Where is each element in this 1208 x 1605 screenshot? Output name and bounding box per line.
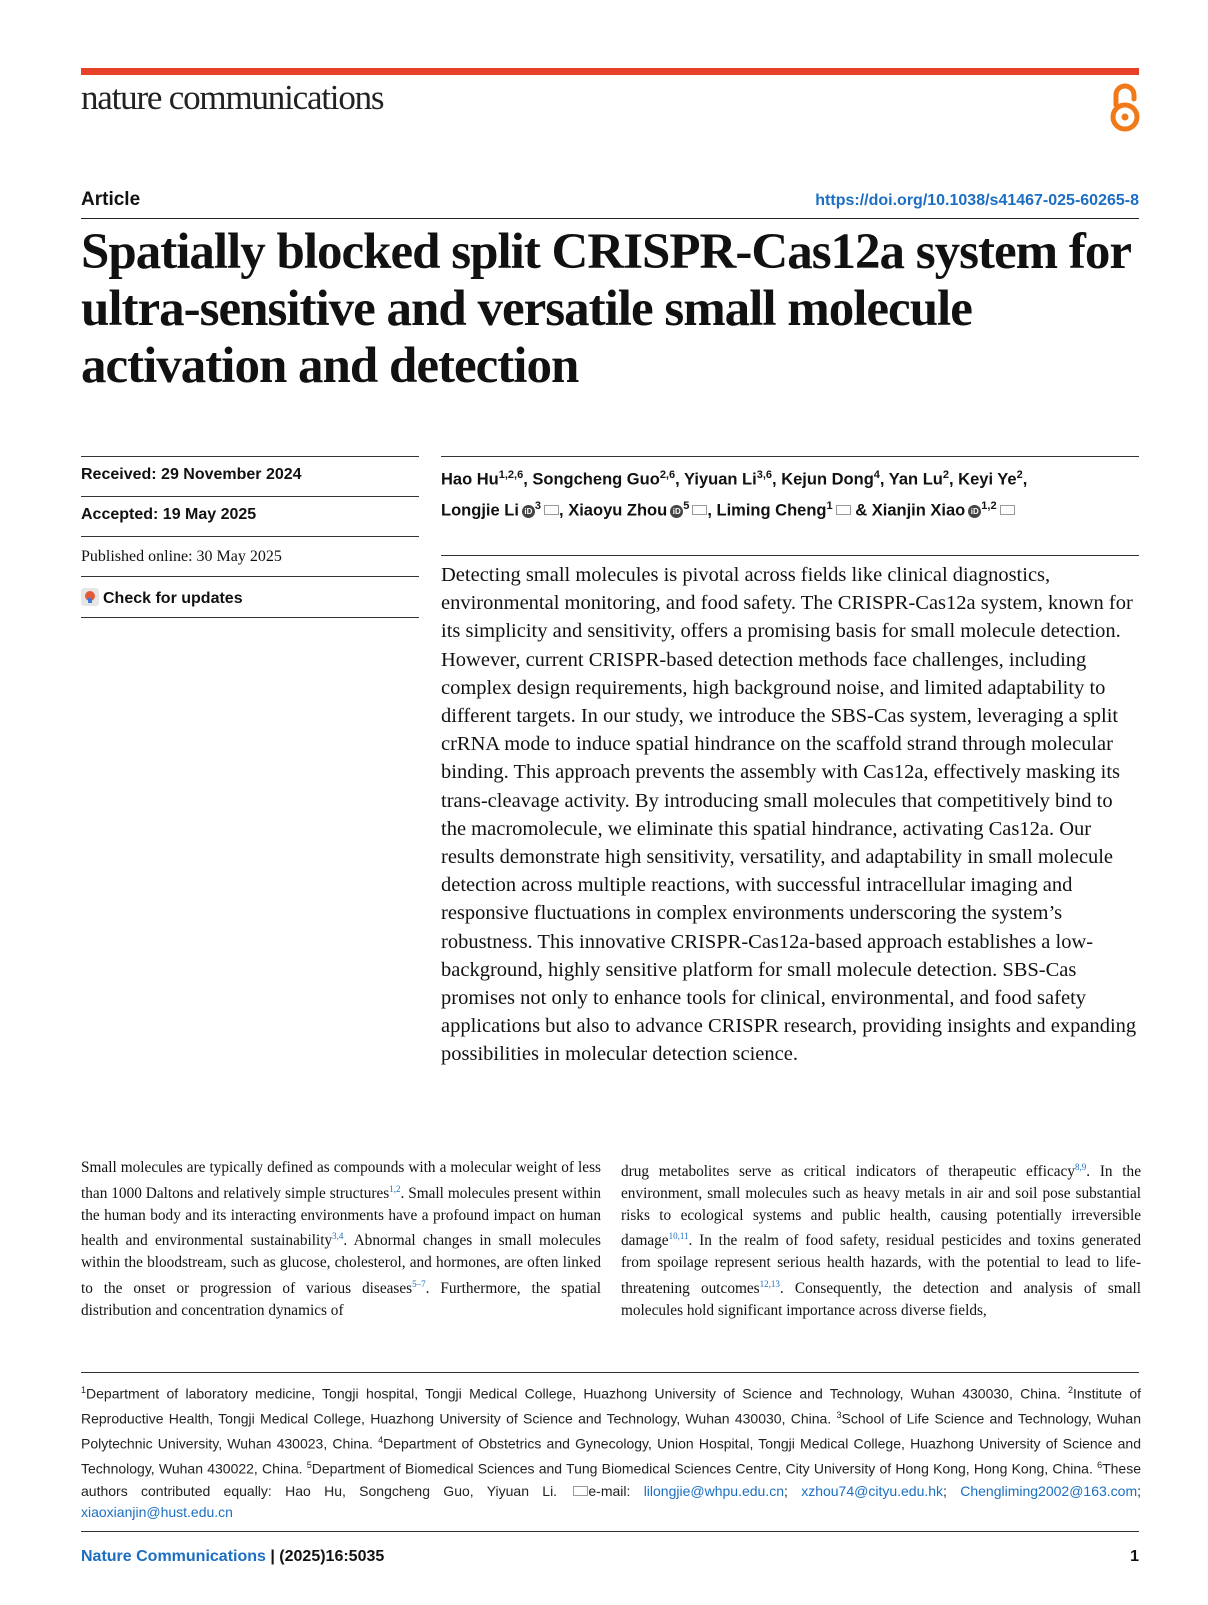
doi-link[interactable]: https://doi.org/10.1038/s41467-025-60265-8 <box>815 192 1139 209</box>
author-name[interactable]: Keyi Ye <box>958 470 1017 489</box>
author-name[interactable]: Liming Cheng <box>716 501 827 519</box>
meta-rule <box>81 576 419 577</box>
citation-ref[interactable]: 5–7 <box>412 1279 426 1290</box>
author-name[interactable]: Songcheng Guo <box>532 470 660 489</box>
orcid-icon[interactable]: iD <box>968 505 981 518</box>
orcid-icon[interactable]: iD <box>522 505 535 518</box>
affiliation-number: 6 <box>1097 1460 1103 1471</box>
author-name[interactable]: Longjie Li <box>441 501 519 519</box>
author-name[interactable]: Yan Lu <box>888 470 943 489</box>
citation-ref[interactable]: 12,13 <box>759 1279 780 1290</box>
email-link[interactable]: lilongjie@whpu.edu.cn <box>643 1482 784 1499</box>
author-affiliation-mark: 2 <box>1016 469 1023 481</box>
check-updates-icon <box>81 588 99 606</box>
author-affiliation-mark: 1,2 <box>981 499 997 512</box>
author-list: Hao Hu$^{1,2,6}$, Songcheng Guo$^{2,6}$, Yiyuan Li$^{3,6}$, Kejun Dong$^4$, Yan Lu$^2$, Keyi Ye$^2$, Longjie Li iD $^3$ , Xiaoyu Zhou iD $^5$ , Liming Cheng$^1$ & Xianjin Xiao iD $^{1,2}$ <box>441 469 1028 519</box>
citation-ref[interactable]: 8,9 <box>1075 1162 1087 1172</box>
footer-journal-link[interactable]: Nature Communications <box>81 1548 266 1565</box>
article-type: Article <box>81 189 141 210</box>
title-rule <box>81 218 1139 219</box>
affiliation-number: 3 <box>836 1410 842 1421</box>
article-title: Spatially blocked split CRISPR-Cas12a system for ultra-sensitive and versatile small molecule activation and detection <box>81 224 1131 394</box>
author-name[interactable]: Kejun Dong <box>781 470 874 489</box>
footer-rule <box>81 1531 1139 1532</box>
author-affiliation-mark: 2 <box>942 469 949 481</box>
author-affiliation-mark: 4 <box>873 469 880 481</box>
received-date: Received: 29 November 2024 <box>81 466 302 483</box>
author-affiliation-mark: 1,2,6 <box>498 469 524 481</box>
authors-rule <box>441 456 1139 457</box>
journal-name[interactable]: nature communications <box>81 78 384 117</box>
body-column-right: drug metabolites serve as critical indicators of therapeutic efficacy$^{8,9}$. In the environment, small molecules such as heavy metals in air and soil pose substantial risks to ecological systems and public health, causing potentially irreversible damage$^{10,11}$. In the realm of food safety, residual pesticides and toxins generated from spoilage represent serious health hazards, with the potential to lead to life-threatening outcomes$^{12,13}$. Consequently, the detection and analysis of small molecules hold significant importance across diverse fields, <box>621 1162 1141 1320</box>
email-link[interactable]: Chengliming2002@163.com <box>960 1482 1138 1499</box>
page-number: 1 <box>1130 1548 1139 1565</box>
author-name[interactable]: Hao Hu <box>441 470 499 489</box>
author-affiliation-mark: 5 <box>683 499 690 512</box>
open-access-icon <box>1107 81 1143 133</box>
affiliation-number: 5 <box>306 1460 312 1471</box>
check-updates-button[interactable]: Check for updates <box>81 588 243 608</box>
author-affiliation-mark: 2,6 <box>659 469 676 481</box>
meta-rule <box>81 536 419 537</box>
meta-rule <box>81 617 419 618</box>
affiliation-number: 1 <box>81 1385 87 1395</box>
abstract-rule <box>441 555 1139 556</box>
email-icon[interactable] <box>836 505 851 515</box>
orcid-icon[interactable]: iD <box>670 505 683 518</box>
meta-rule <box>81 456 419 457</box>
citation-ref[interactable]: 3,4 <box>332 1231 344 1242</box>
citation-ref[interactable]: 10,11 <box>668 1231 689 1242</box>
affiliation-number: 4 <box>378 1435 384 1446</box>
email-icon[interactable] <box>692 505 707 515</box>
email-link[interactable]: xiaoxianjin@hust.edu.cn <box>81 1504 233 1521</box>
email-icon[interactable] <box>544 505 559 515</box>
email-link[interactable]: xzhou74@cityu.edu.hk <box>801 1482 944 1499</box>
author-affiliation-mark: 3,6 <box>756 469 773 481</box>
author-name[interactable]: Yiyuan Li <box>683 470 757 489</box>
author-affiliation-mark: 3 <box>534 499 542 512</box>
header-accent-bar <box>81 68 1139 75</box>
affiliations: $^1$Department of laboratory medicine, Tongji hospital, Tongji Medical College, Huazhong University of Science and Technology, Wuhan 430030, China. $^2$Institute of Reproductive Health, Tongji Medical College, Huazhong University of Science and Technology, Wuhan 430030, China. $^3$School of Life Science and Technology, Wuhan Polytechnic University, Wuhan 430023, China. $^4$Department of Obstetrics and Gynecology, Union Hospital, Tongji Medical College, Huazhong University of Science and Technology, Wuhan 430022, China. $^5$Department of Biomedical Sciences and Tung Biomedical Sciences Centre, City University of Hong Kong, Hong Kong, China. $^6$These authors contributed equally: Hao Hu, Songcheng Guo, Yiyuan Li. e-mail: lilongjie@whpu.edu.cn; xzhou74@cityu.edu.hk; Chengliming2002@163.com; xiaoxianjin@hust.edu.cn <box>81 1385 1142 1521</box>
published-date: Published online: 30 May 2025 <box>81 548 282 565</box>
meta-rule <box>81 496 419 497</box>
affiliation-number: 2 <box>1067 1385 1073 1395</box>
email-icon <box>573 1486 588 1496</box>
citation-ref[interactable]: 1,2 <box>389 1183 401 1194</box>
body-column-left: Small molecules are typically defined as compounds with a molecular weight of less than 1000 Daltons and relatively simple structures$^{1,2}$. Small molecules present within the human body and its interacting environments have a profound impact on human health and environmental sustainability$^{3,4}$. Abnormal changes in small molecules within the bloodstream, such as glucose, cholesterol, and hormones, are often linked to the onset or progression of various diseases$^{5-7}$. Furthermore, the spatial distribution and concentration dynamics of <box>81 1159 601 1320</box>
footer-citation: Nature Communications | (2025)16:5035 <box>81 1548 385 1565</box>
accepted-date: Accepted: 19 May 2025 <box>81 506 257 523</box>
email-icon[interactable] <box>1000 505 1015 515</box>
affiliations-rule <box>81 1372 1139 1373</box>
author-name[interactable]: Xianjin Xiao <box>871 501 966 519</box>
author-affiliation-mark: 1 <box>826 499 833 512</box>
abstract: Detecting small molecules is pivotal across fields like clinical diagnostics, environmental monitoring, and food safety. The CRISPR-Cas12a system, known for its simplicity and sensitivity, offers a promising basis for small molecule detection. However, current CRISPR-based detection methods face challenges, including complex design requirements, high background noise, and limited adaptability to different targets. In our study, we introduce the SBS-Cas system, leveraging a split crRNA mode to induce spatial hindrance on the scaffold strand through molecular binding. This approach prevents the assembly with Cas12a, effectively masking its trans-cleavage activity. By introducing small molecules that competitively bind to the macromolecule, we eliminate this spatial hindrance, activating Cas12a. Our results demonstrate high sensitivity, versatility, and adaptability in small molecule detection across multiple reactions, with successful intracellular imaging and responsive fluctuations in complex environments underscoring the system’s robustness. This innovative CRISPR-Cas12a-based approach establishes a low-background, highly sensitive platform for small molecule detection. SBS-Cas promises not only to enhance tools for clinical, environmental, and food safety applications but also to advance CRISPR research, providing insights and expanding possibilities in molecular detection science. <box>441 564 1137 1066</box>
author-name[interactable]: Xiaoyu Zhou <box>568 501 668 519</box>
